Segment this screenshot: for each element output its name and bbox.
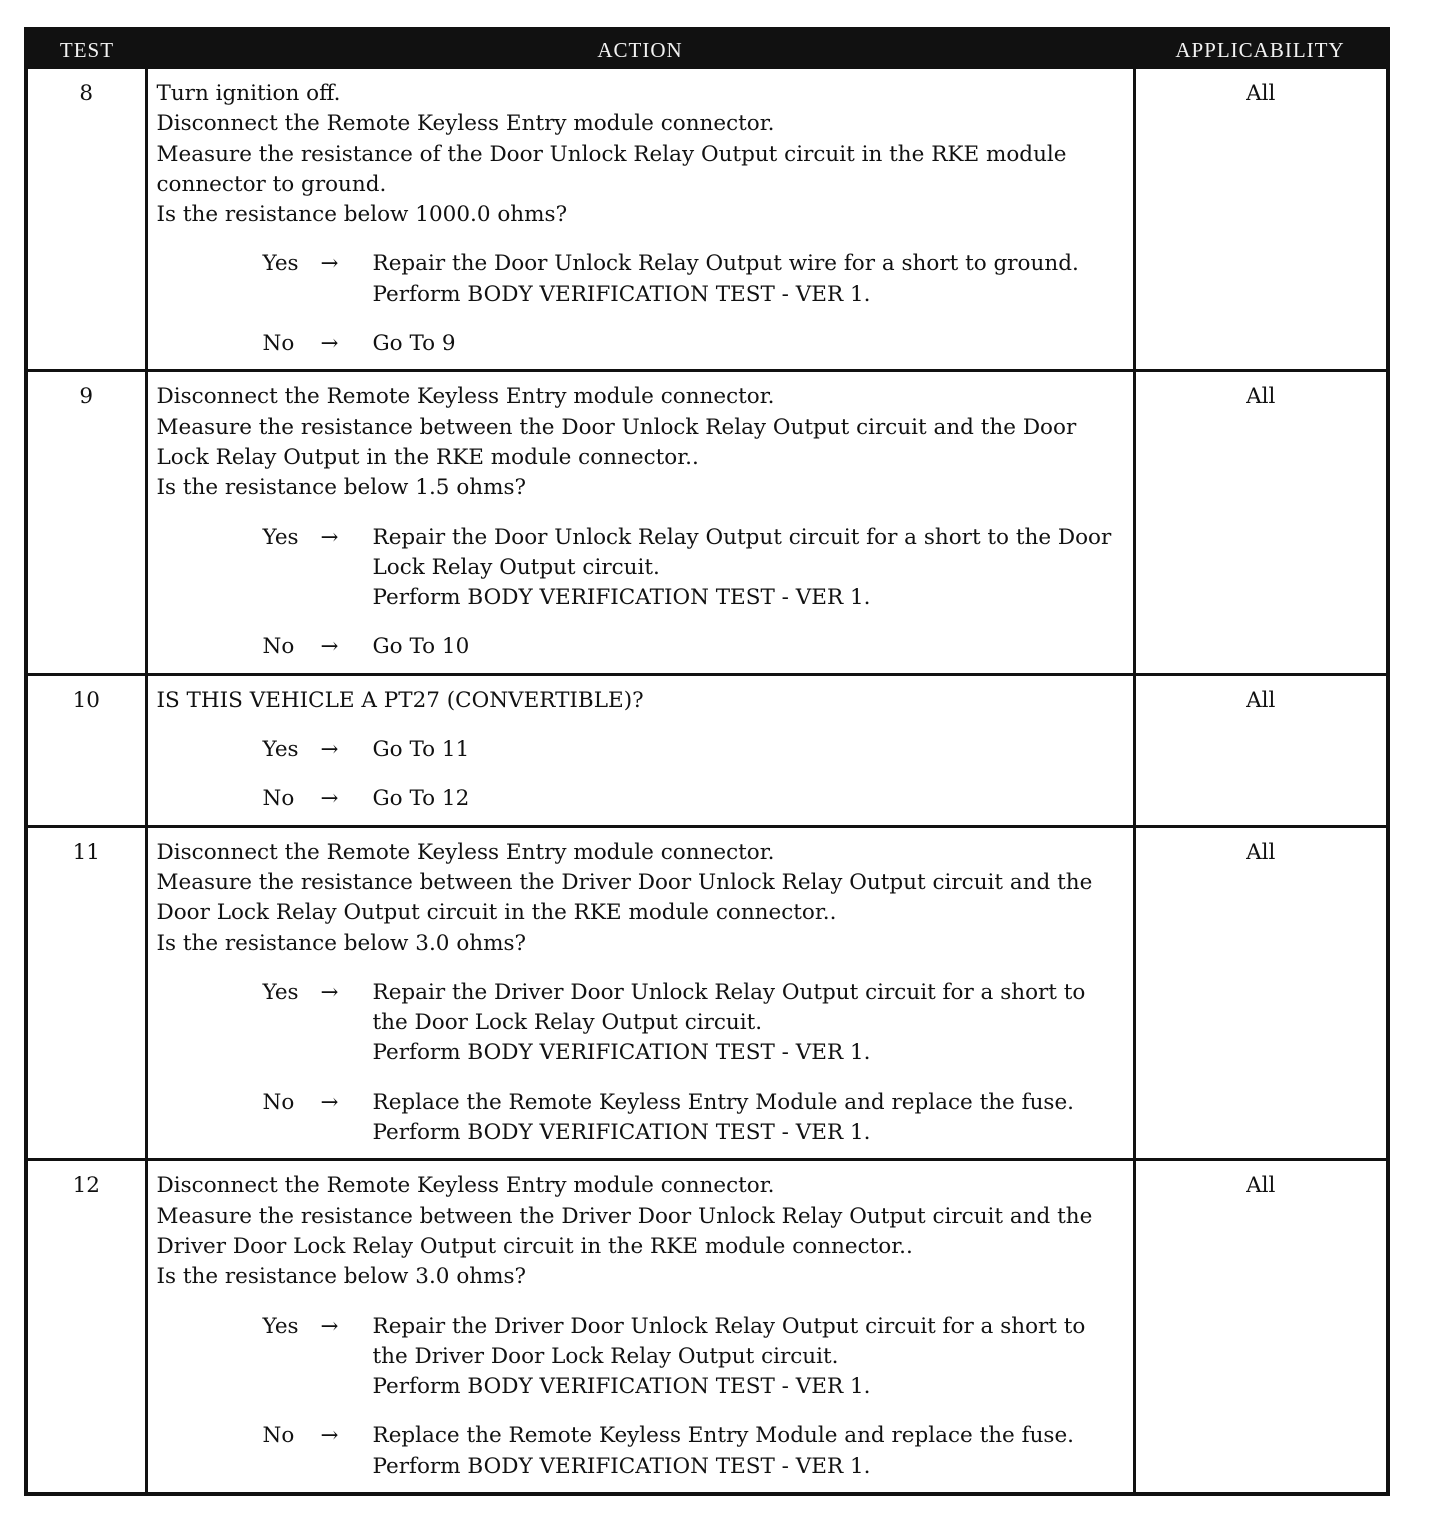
result-line: Go To 10 bbox=[372, 634, 470, 660]
no-result bbox=[373, 632, 1127, 662]
no-branch bbox=[157, 1421, 1127, 1482]
yes-result bbox=[373, 1312, 1127, 1403]
no-branch bbox=[157, 1088, 1127, 1149]
result-line: Replace the Remote Keyless Entry Module and replace the fuse. bbox=[372, 1089, 1075, 1115]
table-row bbox=[28, 371, 1386, 674]
no-label: No bbox=[262, 331, 295, 357]
arrow-right-icon: → bbox=[320, 737, 339, 763]
no-result bbox=[373, 784, 1127, 814]
action-cell bbox=[146, 1160, 1134, 1492]
arrow-right-icon: → bbox=[320, 251, 339, 277]
result-line: Perform BODY VERIFICATION TEST - VER 1. bbox=[372, 1040, 871, 1066]
result-line: Go To 9 bbox=[372, 331, 456, 357]
yes-branch bbox=[157, 978, 1127, 1069]
no-branch bbox=[157, 632, 1127, 662]
diagnostic-test-table bbox=[28, 31, 1386, 1492]
applicability-cell: All bbox=[1134, 69, 1386, 371]
applicability-cell: All bbox=[1134, 371, 1386, 674]
column-header-test: TEST bbox=[28, 31, 146, 69]
arrow-right-icon: → bbox=[320, 524, 339, 550]
action-step: Disconnect the Remote Keyless Entry module connector. bbox=[156, 111, 775, 137]
arrow-right-icon: → bbox=[320, 1313, 339, 1339]
action-step: Is the resistance below 3.0 ohms? bbox=[156, 930, 527, 956]
no-label: No bbox=[262, 1089, 295, 1115]
result-line: Perform BODY VERIFICATION TEST - VER 1. bbox=[372, 1120, 871, 1146]
arrow-right-icon: → bbox=[320, 786, 339, 812]
table-row bbox=[28, 674, 1386, 826]
yes-result bbox=[373, 523, 1127, 614]
table-body bbox=[28, 69, 1386, 1492]
no-label: No bbox=[262, 1423, 295, 1449]
action-step: Measure the resistance of the Door Unlock Relay Output circuit in the RKE module connector to ground. bbox=[156, 141, 1067, 197]
arrow-right-icon: → bbox=[320, 634, 339, 660]
action-step: Is the resistance below 1.5 ohms? bbox=[156, 475, 527, 501]
action-step: Measure the resistance between the Door Unlock Relay Output circuit and the Door Lock Relay Output in the RKE module connector.. bbox=[156, 414, 1077, 470]
result-line: Repair the Door Unlock Relay Output wire for a short to ground. bbox=[372, 251, 1079, 277]
no-branch bbox=[157, 784, 1127, 814]
result-line: Go To 11 bbox=[372, 737, 470, 763]
no-branch bbox=[157, 329, 1127, 359]
action-step: Measure the resistance between the Driver Door Unlock Relay Output circuit and the Driver Door Lock Relay Output circuit in the RKE module connector.. bbox=[156, 1203, 1093, 1259]
column-header-applicability: APPLICABILITY bbox=[1134, 31, 1386, 69]
table-row bbox=[28, 826, 1386, 1160]
action-step: Turn ignition off. bbox=[156, 81, 341, 106]
yes-label: Yes bbox=[262, 737, 299, 763]
result-line: Repair the Door Unlock Relay Output circuit for a short to the Door Lock Relay Output circuit. bbox=[372, 524, 1112, 580]
result-line: Perform BODY VERIFICATION TEST - VER 1. bbox=[372, 1374, 871, 1400]
action-step: Disconnect the Remote Keyless Entry module connector. bbox=[156, 1173, 775, 1199]
action-cell bbox=[146, 826, 1134, 1160]
yes-result bbox=[373, 249, 1127, 310]
arrow-right-icon: → bbox=[320, 331, 339, 357]
action-step: Disconnect the Remote Keyless Entry module connector. bbox=[156, 839, 775, 865]
no-label: No bbox=[262, 786, 295, 812]
table-header-row bbox=[28, 31, 1386, 69]
action-cell bbox=[146, 371, 1134, 674]
table-row bbox=[28, 1160, 1386, 1492]
result-line: Perform BODY VERIFICATION TEST - VER 1. bbox=[372, 281, 871, 307]
action-step: Is the resistance below 1000.0 ohms? bbox=[156, 202, 568, 228]
action-cell bbox=[146, 69, 1134, 371]
no-result bbox=[373, 329, 1127, 359]
yes-branch bbox=[157, 1312, 1127, 1403]
no-result bbox=[373, 1088, 1127, 1149]
arrow-right-icon: → bbox=[320, 1423, 339, 1449]
result-line: Go To 12 bbox=[372, 786, 470, 812]
test-number: 9 bbox=[28, 371, 146, 674]
test-number: 12 bbox=[28, 1160, 146, 1492]
no-result bbox=[373, 1421, 1127, 1482]
action-step: Measure the resistance between the Driver Door Unlock Relay Output circuit and the Door Lock Relay Output circuit in the RKE module connector.. bbox=[156, 869, 1093, 926]
result-line: Repair the Driver Door Unlock Relay Output circuit for a short to the Door Lock Relay Output circuit. bbox=[372, 979, 1086, 1036]
applicability-cell: All bbox=[1134, 1160, 1386, 1492]
action-step: IS THIS VEHICLE A PT27 (CONVERTIBLE)? bbox=[156, 687, 644, 713]
yes-label: Yes bbox=[262, 251, 299, 277]
no-label: No bbox=[262, 634, 295, 660]
table-row bbox=[28, 69, 1386, 371]
yes-result bbox=[373, 978, 1127, 1069]
action-cell bbox=[146, 674, 1134, 826]
yes-label: Yes bbox=[262, 1313, 299, 1339]
column-header-action: ACTION bbox=[146, 31, 1134, 69]
applicability-cell: All bbox=[1134, 674, 1386, 826]
yes-label: Yes bbox=[262, 524, 299, 550]
result-line: Perform BODY VERIFICATION TEST - VER 1. bbox=[372, 1453, 871, 1479]
arrow-right-icon: → bbox=[320, 1089, 339, 1115]
diagnostic-table-frame bbox=[24, 27, 1390, 1496]
action-step: Disconnect the Remote Keyless Entry module connector. bbox=[156, 384, 775, 410]
yes-branch bbox=[157, 249, 1127, 310]
applicability-cell: All bbox=[1134, 826, 1386, 1160]
yes-branch bbox=[157, 523, 1127, 614]
yes-label: Yes bbox=[262, 979, 299, 1005]
yes-branch bbox=[157, 735, 1127, 765]
result-line: Repair the Driver Door Unlock Relay Output circuit for a short to the Driver Door Lock Relay Output circuit. bbox=[372, 1313, 1086, 1369]
arrow-right-icon: → bbox=[320, 979, 339, 1005]
test-number: 11 bbox=[28, 826, 146, 1160]
action-step: Is the resistance below 3.0 ohms? bbox=[156, 1264, 527, 1290]
result-line: Replace the Remote Keyless Entry Module and replace the fuse. bbox=[372, 1423, 1075, 1449]
yes-result bbox=[373, 735, 1127, 765]
test-number: 8 bbox=[79, 81, 94, 106]
result-line: Perform BODY VERIFICATION TEST - VER 1. bbox=[372, 585, 871, 611]
test-number: 10 bbox=[28, 674, 146, 826]
